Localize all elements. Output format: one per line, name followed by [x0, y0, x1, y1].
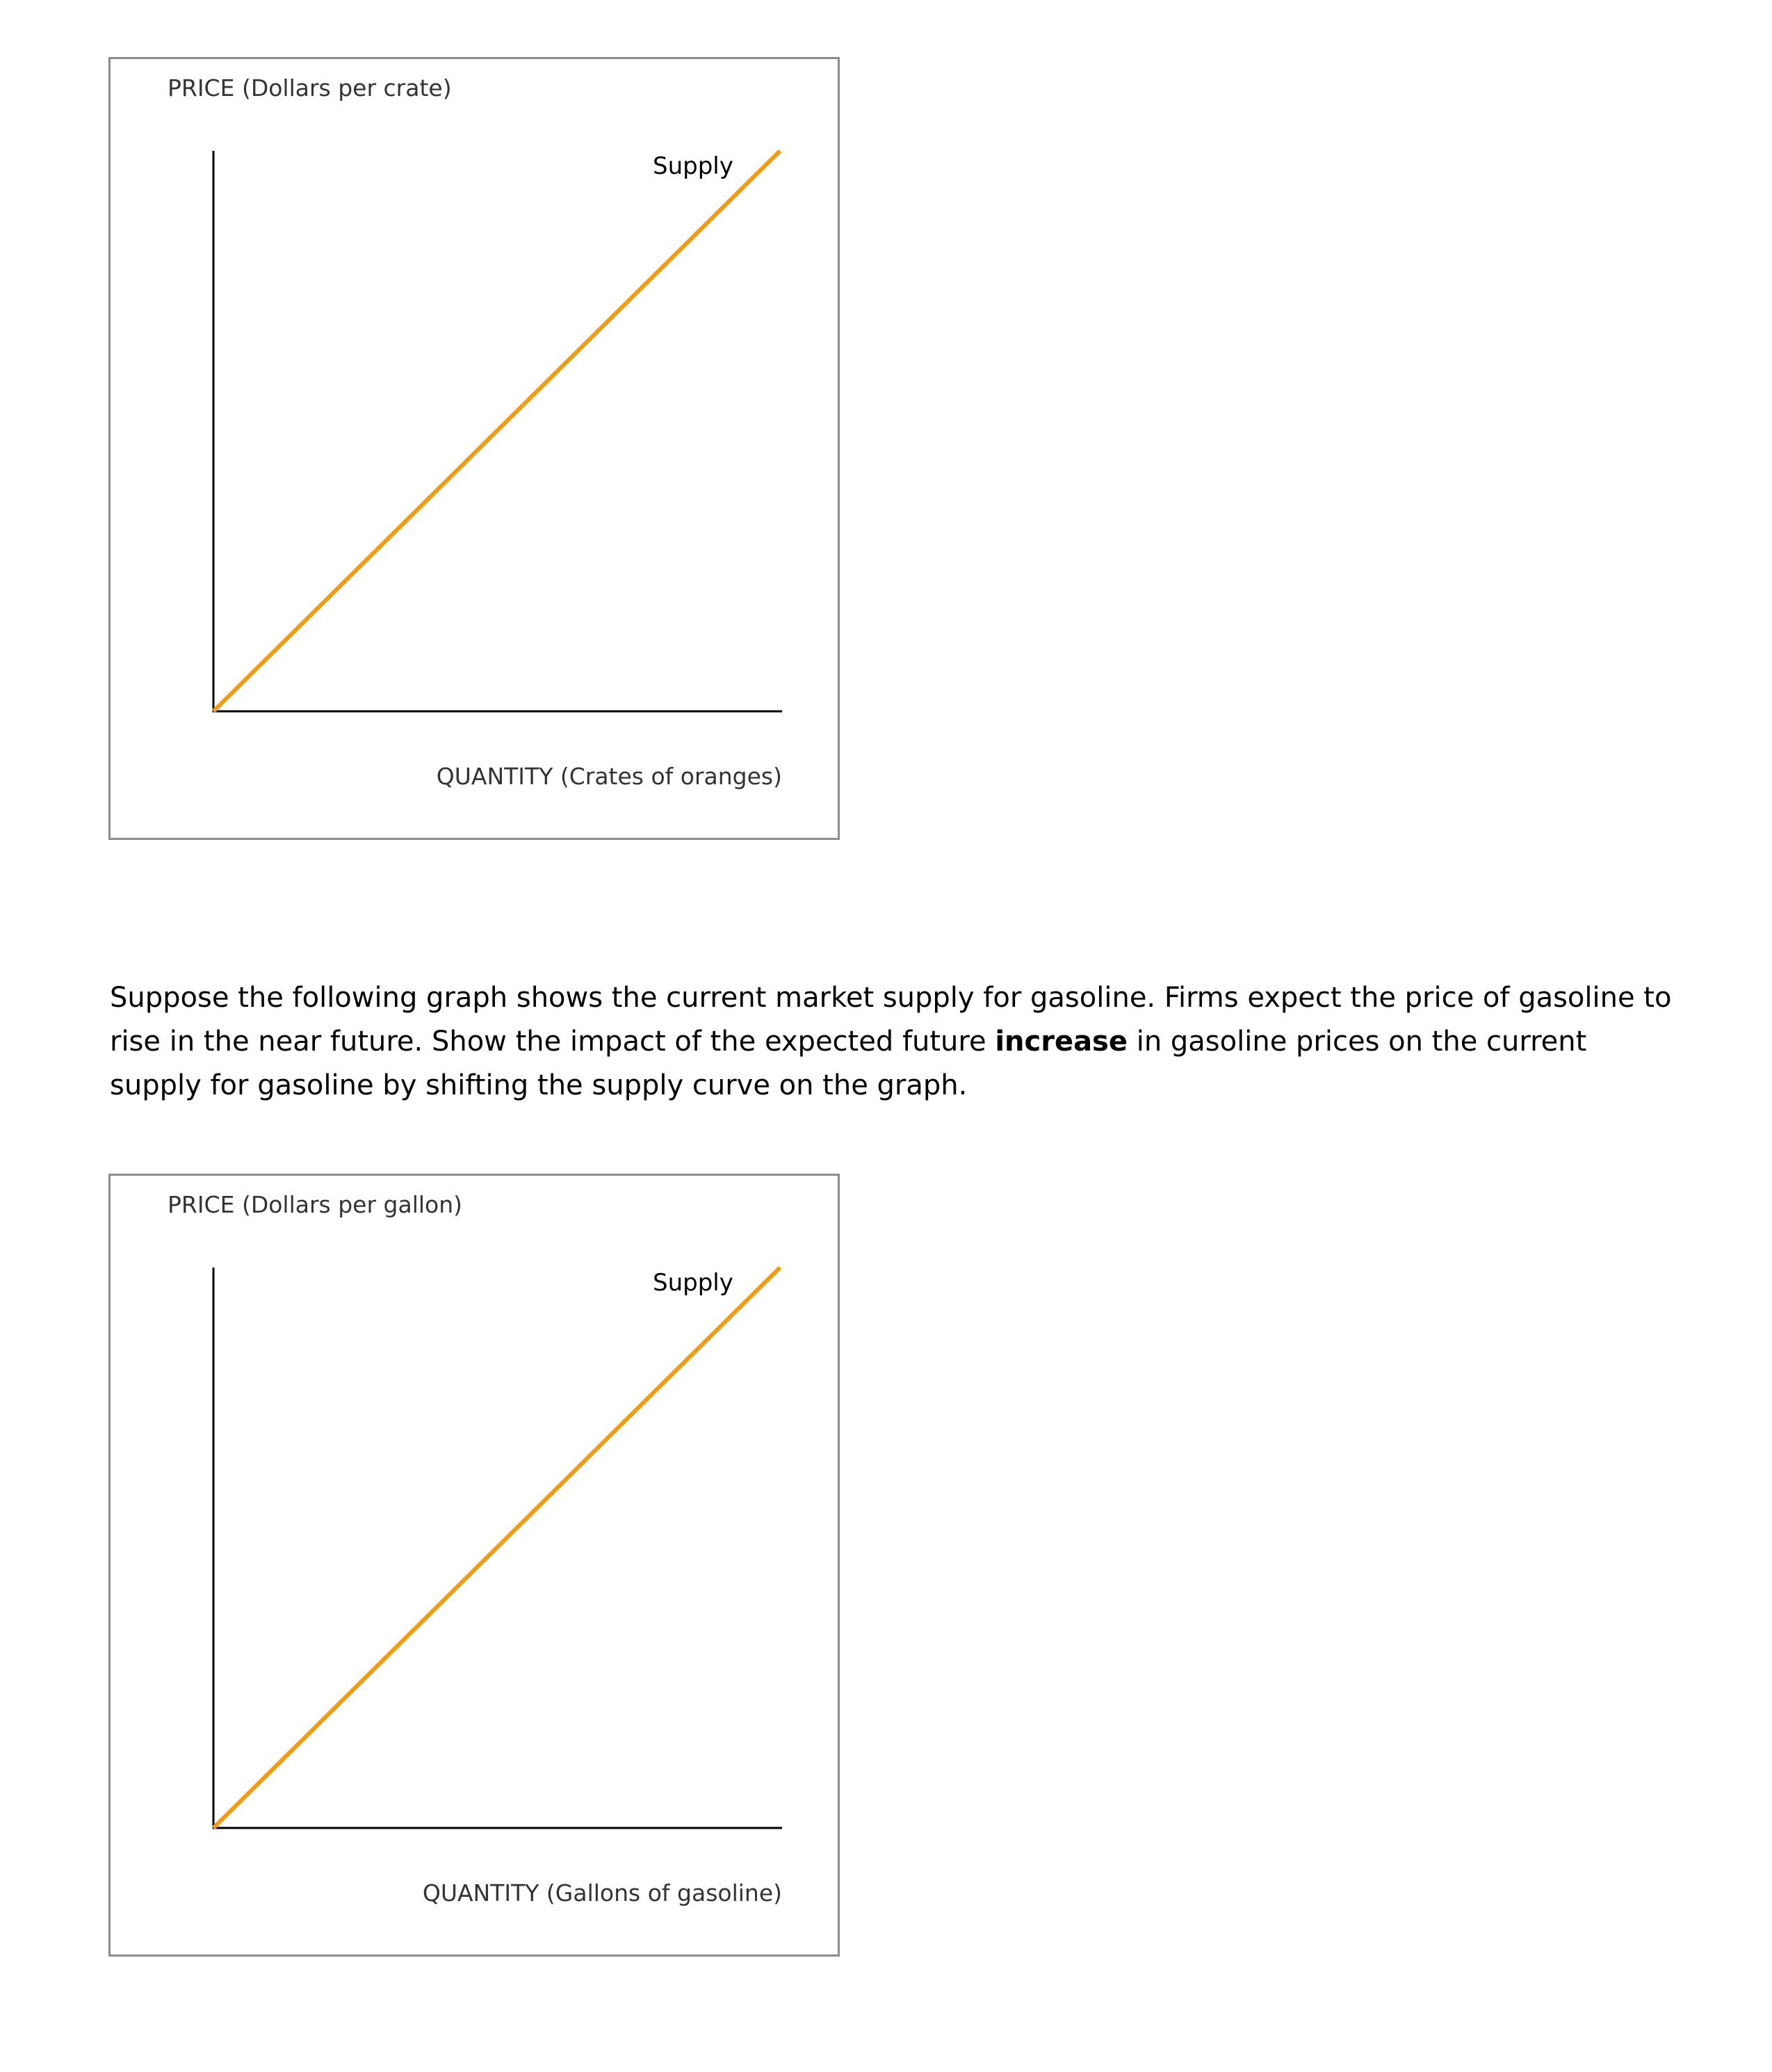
supply-curve[interactable] [213, 1268, 780, 1828]
question-emphasis: increase [995, 1026, 1128, 1058]
y-axis-title: PRICE (Dollars per crate) [168, 74, 452, 102]
oranges-supply-graph [108, 57, 840, 840]
supply-curve[interactable] [213, 151, 780, 711]
gasoline-supply-graph [108, 1174, 840, 1957]
supply-curve-label: Supply [653, 1269, 733, 1297]
gasoline-supply-chart [111, 1176, 838, 1954]
question-text [110, 976, 1681, 1108]
question-text-part-1: Suppose the following graph shows the current market supply for gasoline. Firms expect the price of gasoline to rise in the near future. Show the impact of the expected future [110, 982, 1672, 1058]
y-axis-title: PRICE (Dollars per gallon) [168, 1191, 463, 1218]
question-text-part-2: in gasoline prices on the current supply for gasoline by shifting the supply curve on the graph. [110, 1026, 1587, 1101]
supply-curve-label: Supply [653, 152, 733, 180]
x-axis-title: QUANTITY (Crates of oranges) [436, 763, 782, 790]
x-axis-title: QUANTITY (Gallons of gasoline) [422, 1879, 782, 1907]
oranges-supply-chart [111, 59, 838, 838]
